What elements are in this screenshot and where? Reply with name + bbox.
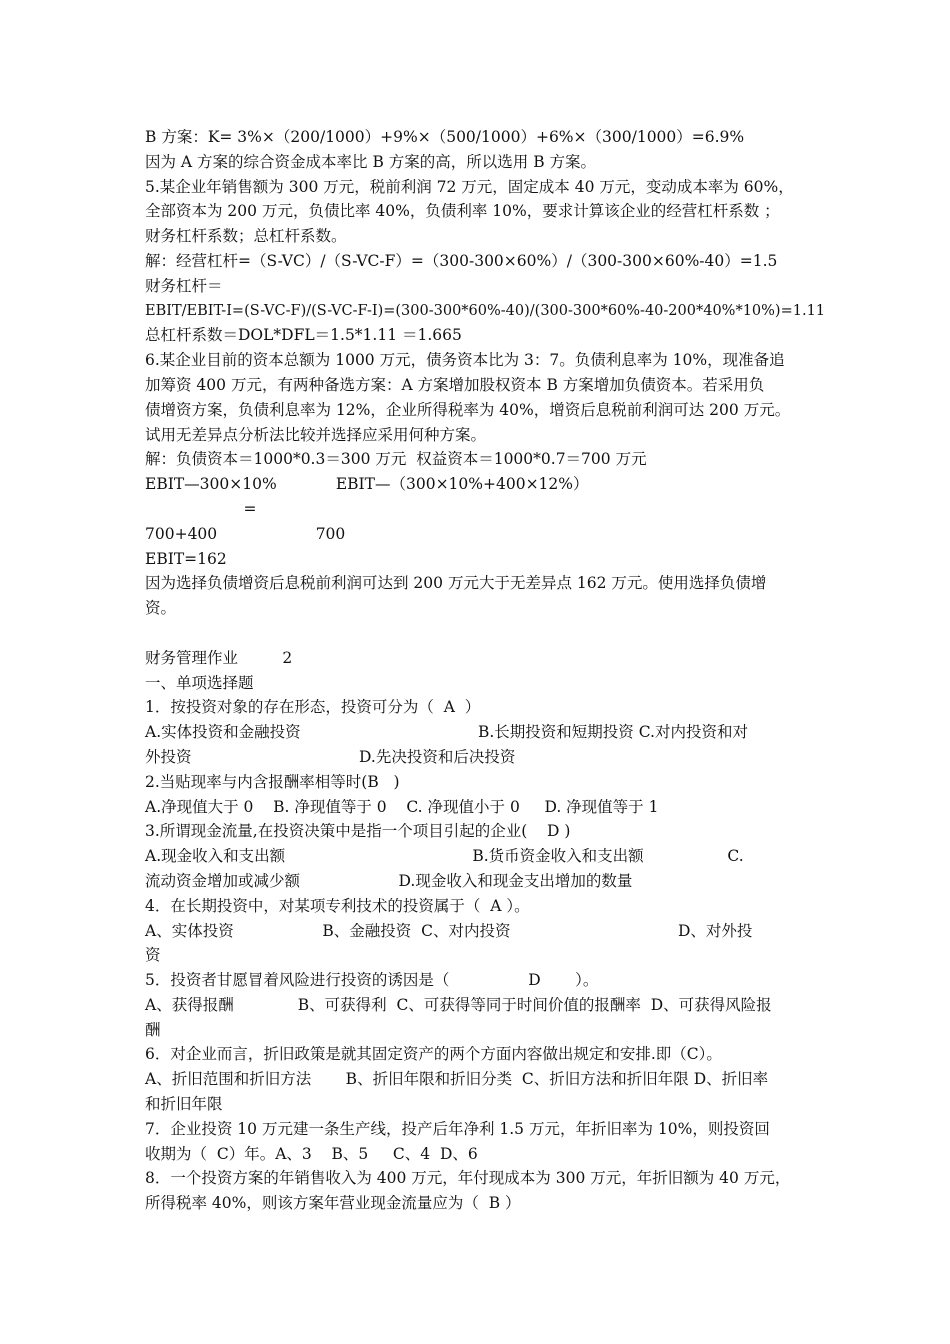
question-8: 8．一个投资方案的年销售收入为 400 万元，年付现成本为 300 万元，年折旧额为 40 万元， [145,1169,791,1188]
question-5-options: A、获得报酬 B、可获得利 C、可获得等同于时间价值的报酬率 D、可获得风险报 [145,995,772,1014]
solution-line: 解：负债资本＝1000*0.3＝300 万元 权益资本＝1000*0.7＝700 万元 [145,450,647,469]
question-2: 2.当贴现率与内含报酬率相等时(B ) [145,772,400,791]
text-line: 财务杠杆系数；总杠杆系数。 [145,227,347,246]
question-4: 4．在长期投资中，对某项专利技术的投资属于（ A ）。 [145,896,530,915]
text-line: 资。 [145,599,177,618]
text-line: 债增资方案，负债利息率为 12%，企业所得税率为 40%，增资后息税前利润可达 200 万元。 [145,400,791,419]
question-3-options: 流动资金增加或减少额 D.现金收入和现金支出增加的数量 [145,871,633,890]
question-6: 6．对企业而言，折旧政策是就其固定资产的两个方面内容做出规定和安排.即（C）。 [145,1045,722,1064]
question-1-options: 外投资 D.先决投资和后决投资 [145,747,516,766]
question-5-options: 酬 [145,1020,161,1039]
equation-result: EBIT=162 [145,549,227,568]
text-line: B 方案：K= 3%×（200/1000）+9%×（500/1000）+6%×（300/1000）=6.9% [145,128,745,146]
text-line: 总杠杆系数＝DOL*DFL＝1.5*1.11 ＝1.665 [145,326,462,345]
question-3: 3.所谓现金流量,在投资决策中是指一个项目引起的企业( D ) [145,822,571,841]
question-6-text: 6.某企业目前的资本总额为 1000 万元，债务资本比为 3：7。负债利息率为 10%，现准备追 [145,351,785,370]
question-2-options: A.净现值大于 0 B. 净现值等于 0 C. 净现值小于 0 D. 净现值等于 1 [145,797,659,816]
section-heading: 一、单项选择题 [145,673,254,692]
question-5: 5．投资者甘愿冒着风险进行投资的诱因是（ D ）。 [145,971,599,990]
question-4-options: 资 [145,946,161,965]
text-line: 试用无差异点分析法比较并选择应采用何种方案。 [145,425,487,444]
question-5-text: 5.某企业年销售额为 300 万元，税前利润 72 万元，固定成本 40 万元，变动成本率为 60%， [145,177,794,196]
text-line: 加筹资 400 万元，有两种备选方案：A 方案增加股权资本 B 方案增加负债资本。若采用负 [145,375,765,394]
blank-line [145,621,815,646]
question-7: 7．企业投资 10 万元建一条生产线，投产后年净利 1.5 万元，年折旧率为 10%，则投资回 [145,1119,770,1138]
question-6-options: 和折旧年限 [145,1095,223,1114]
text-line: 全部资本为 200 万元，负债比率 40%，负债利率 10%，要求计算该企业的经营杠杆系数 ； [145,202,780,221]
formula-line: EBIT/EBIT-I=(S-VC-F)/(S-VC-F-I)=(300-300*60%-40)/(300-300*60%-40-200*40%*10%)=1.11 [145,302,826,319]
question-3-options: A.现金收入和支出额 B.货币资金收入和支出额 C. [145,847,744,866]
question-1: 1．按投资对象的存在形态，投资可分为（ A ） [145,698,481,717]
question-8-text: 所得税率 40%，则该方案年营业现金流量应为（ B ） [145,1194,521,1213]
solution-line: 解：经营杠杆=（S-VC）/（S-VC-F）=（300-300×60%）/（300-300×60%-40）=1.5 [145,251,778,270]
question-4-options: A、实体投资 B、金融投资 C、对内投资 D、对外投 [145,921,753,940]
text-line: 因为选择负债增资后息税前利润可达到 200 万元大于无差异点 162 万元。使用选择负债增 [145,574,767,593]
text-line: 因为 A 方案的综合资金成本率比 B 方案的高，所以选用 B 方案。 [145,152,597,171]
question-6-options: A、折旧范围和折旧方法 B、折旧年限和折旧分类 C、折旧方法和折旧年限 D、折旧率 [145,1070,769,1089]
section-title: 财务管理作业 2 [145,648,293,667]
document-page [145,125,826,1216]
text-line: 财务杠杆＝ [145,276,223,295]
equation-equals: = [145,499,257,518]
equation-denominator: 700+400 700 [145,524,346,543]
question-1-options: A.实体投资和金融投资 B.长期投资和短期投资 C.对内投资和对 [145,723,748,742]
equation-numerator: EBIT—300×10% EBIT—（300×10%+400×12%） [145,475,589,494]
question-7-options: 收期为（ C）年。A、3 B、5 C、4 D、6 [145,1144,478,1163]
